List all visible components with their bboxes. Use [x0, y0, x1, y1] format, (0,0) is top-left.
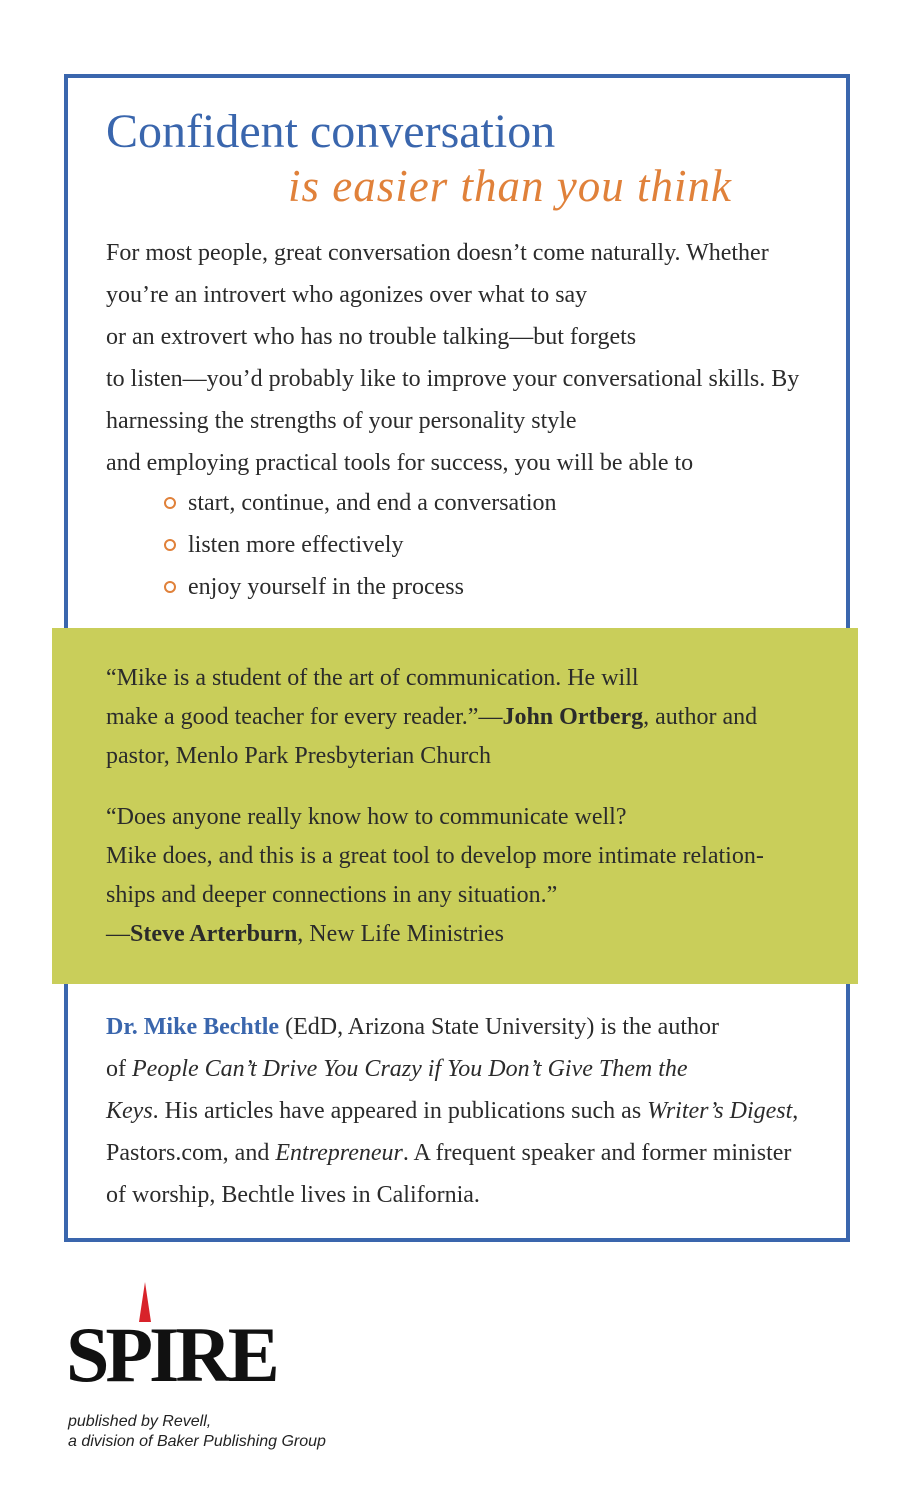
bio-text: . His articles have appeared in publications such as [152, 1098, 648, 1124]
endorsement-band [52, 628, 858, 984]
bio-line [106, 1006, 798, 1048]
book-title: Keys [106, 1098, 153, 1124]
author-name: Dr. Mike Bechtle [106, 1014, 280, 1040]
quote-line [106, 698, 757, 737]
quote-text: make a good teacher for every reader.”— [106, 704, 503, 730]
bio-text: (EdD, Arizona State University) is the author [279, 1014, 719, 1040]
list-item [164, 524, 557, 566]
quote-line [106, 915, 764, 954]
bio-text: of [106, 1056, 132, 1082]
bio-text: . A frequent speaker and former minister [402, 1140, 792, 1166]
bio-text: Pastors.com, and [106, 1140, 276, 1166]
list-item-text: listen more effectively [188, 532, 404, 558]
endorser-name: John Ortberg [502, 704, 644, 730]
quote-line: “Mike is a student of the art of communication. He will [106, 665, 639, 691]
bio-line [106, 1048, 798, 1090]
list-item-text: start, continue, and end a conversation [188, 490, 557, 516]
subhead: is easier than you think [288, 161, 732, 211]
quote-line: “Does anyone really know how to communicate well? [106, 804, 627, 830]
endorser-name: Steve Arterburn [130, 921, 298, 947]
bio-line [106, 1132, 798, 1174]
list-item-text: enjoy yourself in the process [188, 574, 464, 600]
publication-title: Writer’s Digest [647, 1098, 793, 1124]
author-bio [106, 1006, 798, 1216]
quote-line: Mike does, and this is a great tool to develop more intimate relation- [106, 843, 764, 869]
intro-line: you’re an introvert who agonizes over what to say [106, 282, 588, 308]
intro-line: For most people, great conversation doesn’t come naturally. Whether [106, 240, 769, 266]
endorsement-arterburn [106, 798, 764, 954]
logo-wordmark: SPIRE [66, 1311, 276, 1398]
bio-text: , [792, 1098, 799, 1124]
publisher-credit [68, 1412, 326, 1452]
endorser-title: , New Life Ministries [297, 921, 504, 947]
circle-bullet-icon [164, 539, 176, 551]
book-title: People Can’t Drive You Crazy if You Don’t Give Them the [132, 1056, 688, 1082]
spire-logo [66, 1282, 276, 1402]
benefit-list [164, 482, 557, 608]
publication-title: Entrepreneur [275, 1140, 403, 1166]
intro-line: or an extrovert who has no trouble talking—but forgets [106, 324, 637, 350]
quote-dash: — [106, 921, 130, 947]
intro-paragraph [106, 232, 826, 484]
endorser-title: , author and [643, 704, 758, 730]
circle-bullet-icon [164, 581, 176, 593]
list-item [164, 566, 557, 608]
bio-line: of worship, Bechtle lives in California. [106, 1182, 480, 1208]
list-item [164, 482, 557, 524]
quote-line: ships and deeper connections in any situation.” [106, 882, 558, 908]
publisher-line: published by Revell, [68, 1413, 212, 1430]
quote-line: pastor, Menlo Park Presbyterian Church [106, 743, 491, 769]
intro-line: and employing practical tools for success, you will be able to [106, 450, 694, 476]
intro-line: to listen—you’d probably like to improve your conversational skills. By [106, 366, 800, 392]
headline: Confident conversation [106, 105, 556, 158]
bio-line [106, 1090, 798, 1132]
intro-line: harnessing the strengths of your personality style [106, 408, 577, 434]
circle-bullet-icon [164, 497, 176, 509]
publisher-line: a division of Baker Publishing Group [68, 1433, 326, 1450]
endorsement-ortberg [106, 659, 757, 776]
